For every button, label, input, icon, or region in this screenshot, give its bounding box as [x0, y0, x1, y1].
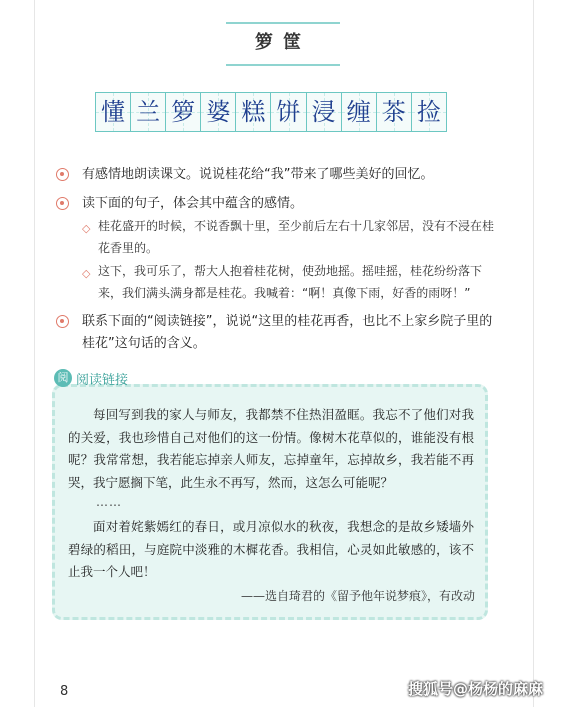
question-1	[56, 164, 512, 186]
diamond-bullet-icon: ◇	[82, 267, 91, 280]
reading-icon: 阅	[54, 369, 72, 387]
reading-link-heading	[54, 368, 128, 388]
vocab-char: 饼	[271, 93, 306, 131]
title-rule-bottom	[226, 64, 340, 66]
vocab-grid	[95, 92, 447, 132]
question-text: 联系下面的“阅读链接”，说说“这里的桂花再香，也比不上家乡院子里的桂花”这句话的含义。	[82, 314, 493, 351]
sentence-text: 这下，我可乐了，帮大人抱着桂花树，使劲地摇。摇哇摇，桂花纷纷落下来，我们满头满身都是桂花。我喊着：“啊！真像下雨，好香的雨呀！”	[98, 264, 483, 300]
reading-paragraph-2: 面对着姹紫嫣红的春日，或月凉似水的秋夜，我想念的是故乡矮墙外碧绿的稻田，与庭院中淡雅的木樨花香。我相信，心灵如此敏感的，该不止我一个人吧！	[68, 519, 474, 579]
vocab-char: 茶	[377, 93, 412, 131]
vocab-char: 兰	[131, 93, 166, 131]
watermark: 搜狐号@杨杨的麻麻	[407, 680, 543, 698]
vocab-char: 懂	[96, 93, 131, 131]
question-marker-icon	[56, 197, 69, 210]
sentence-2	[82, 260, 502, 304]
question-text: 有感情地朗读课文。说说桂花给“我”带来了哪些美好的回忆。	[82, 167, 434, 182]
diamond-bullet-icon: ◇	[82, 222, 91, 235]
vocab-char: 捡	[412, 93, 446, 131]
vocab-char: 箩	[166, 93, 201, 131]
question-marker-icon	[56, 168, 69, 181]
vocab-char: 浸	[307, 93, 342, 131]
sentence-1	[82, 215, 502, 259]
question-text: 读下面的句子，体会其中蕴含的感情。	[82, 196, 304, 211]
vocab-char: 缠	[342, 93, 377, 131]
question-2	[56, 193, 512, 215]
reading-source: ——选自琦君的《留予他年说梦痕》，有改动	[240, 589, 475, 603]
question-3	[56, 311, 502, 355]
vocab-char: 婆	[201, 93, 236, 131]
reading-link-label: 阅读链接	[76, 372, 129, 388]
ellipsis: ……	[96, 495, 122, 509]
question-marker-icon	[56, 315, 69, 328]
vocab-char: 糕	[236, 93, 271, 131]
sentence-text: 桂花盛开的时候，不说香飘十里，至少前后左右十几家邻居，没有不浸在桂花香里的。	[98, 219, 495, 255]
reading-paragraph-1: 每回写到我的家人与师友，我都禁不住热泪盈眶。我忘不了他们对我的关爱，我也珍惜自己对他们的这一份情。像树木花草似的，谁能没有根呢？我常常想，我若能忘掉亲人师友，忘掉童年，忘掉故乡，我若能不再哭，我宁愿搁下笔，此生永不再写，然而，这怎么可能呢？	[68, 407, 474, 490]
page-number: 8	[60, 684, 69, 699]
lesson-title: 箩筐	[255, 32, 311, 53]
